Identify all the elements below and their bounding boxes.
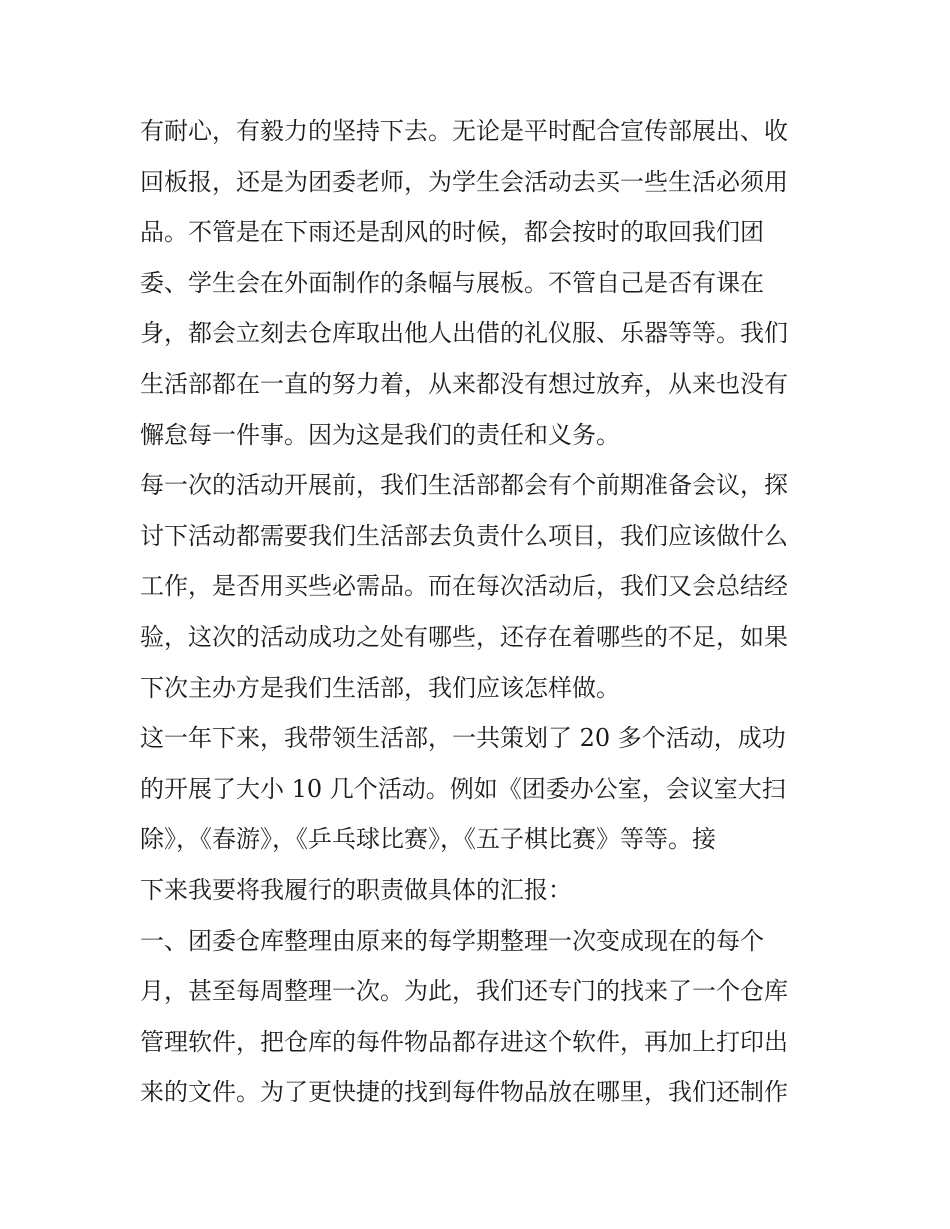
text-line: 身，都会立刻去仓库取出他人出借的礼仪服、乐器等等。我们 xyxy=(140,319,788,348)
text-line: 有耐心，有毅力的坚持下去。无论是平时配合宣传部展出、收 xyxy=(140,117,788,145)
text-line: 除》，《春游》，《乒乓球比赛》，《五子棋比赛》等等。接 xyxy=(140,825,716,854)
text-line: 生活部都在一直的努力着，从来都没有想过放弃，从来也没有 xyxy=(140,369,788,398)
text-line: 来的文件。为了更快捷的找到每件物品放在哪里，我们还制作 xyxy=(140,1078,788,1107)
text-line: 懈怠每一件事。因为这是我们的责任和义务。 xyxy=(140,420,620,449)
text-line: 每一次的活动开展前，我们生活部都会有个前期准备会议，探 xyxy=(140,471,788,500)
text-line: 这一年下来，我带领生活部，一共策划了 20 多个活动，成功 xyxy=(140,724,786,753)
text-line: 品。不管是在下雨还是刮风的时候，都会按时的取回我们团 xyxy=(140,218,764,247)
text-line: 的开展了大小 10 几个活动。例如《团委办公室，会议室大扫 xyxy=(140,774,786,803)
text-line: 验，这次的活动成功之处有哪些，还存在着哪些的不足，如果 xyxy=(140,622,788,651)
text-line: 下来我要将我履行的职责做具体的汇报： xyxy=(140,875,572,904)
text-line: 回板报，还是为团委老师，为学生会活动去买一些生活必须用 xyxy=(140,167,788,196)
text-line: 一、团委仓库整理由原来的每学期整理一次变成现在的每个 xyxy=(140,926,764,955)
text-line: 工作，是否用买些必需品。而在每次活动后，我们又会总结经 xyxy=(140,572,788,601)
text-line: 月，甚至每周整理一次。为此，我们还专门的找来了一个仓库 xyxy=(140,977,788,1006)
text-line: 下次主办方是我们生活部，我们应该怎样做。 xyxy=(140,673,620,702)
body-text xyxy=(140,106,820,1118)
text-line: 讨下活动都需要我们生活部去负责什么项目，我们应该做什么 xyxy=(140,521,788,550)
text-line: 委、学生会在外面制作的条幅与展板。不管自己是否有课在 xyxy=(140,268,764,297)
text-line: 管理软件，把仓库的每件物品都存进这个软件，再加上打印出 xyxy=(140,1027,788,1056)
